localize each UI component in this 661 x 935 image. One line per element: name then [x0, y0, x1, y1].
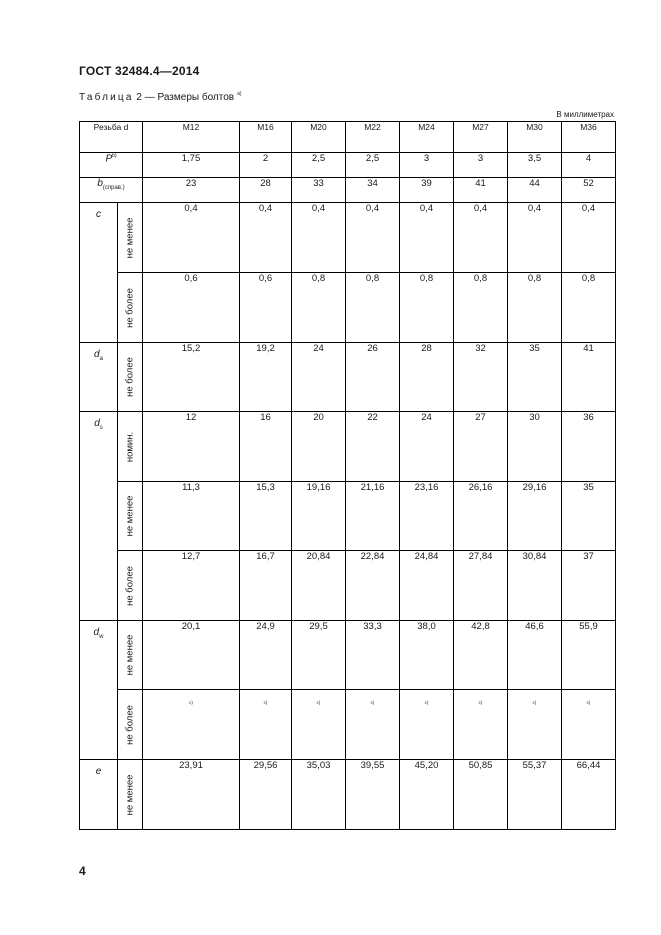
qualifier-cell: не менее: [118, 482, 143, 551]
table-cell: 0,8: [508, 273, 562, 343]
table-cell: 35: [508, 343, 562, 412]
table-cell: 20,1: [143, 621, 240, 690]
table-cell: 0,4: [292, 203, 346, 273]
table-cell: 32: [454, 343, 508, 412]
dw-label: $d_w$: [80, 621, 118, 760]
document-code: ГОСТ 32484.4—2014: [79, 64, 200, 78]
table-cell: 36: [562, 412, 616, 482]
size-cell: M27: [454, 122, 508, 153]
ds-label: $d_s$: [80, 412, 118, 621]
e-min-row: [80, 760, 616, 830]
table-cell: 23,16: [400, 482, 454, 551]
c-max-row: [80, 273, 616, 343]
size-cell: M12: [143, 122, 240, 153]
table-cell: 27: [454, 412, 508, 482]
qualifier-cell: не менее: [118, 621, 143, 690]
pitch-label: $P^{b)}$: [80, 153, 143, 178]
table-cell: 23: [143, 178, 240, 203]
table-cell: 30: [508, 412, 562, 482]
ds-max-row: [80, 551, 616, 621]
page-number: 4: [79, 864, 86, 878]
table-cell: 52: [562, 178, 616, 203]
dw-min-row: [80, 621, 616, 690]
table-cell: 34: [346, 178, 400, 203]
table-cell: 20,84: [292, 551, 346, 621]
table-cell: 0,4: [508, 203, 562, 273]
table-cell: 4: [562, 153, 616, 178]
table-cell: 21,16: [346, 482, 400, 551]
table-cell: 41: [454, 178, 508, 203]
qualifier-cell: не менее: [118, 203, 143, 273]
table-cell: 19,16: [292, 482, 346, 551]
qualifier-cell: не более: [118, 273, 143, 343]
table-cell: 0,4: [454, 203, 508, 273]
table-cell: 16: [240, 412, 292, 482]
thread-length-label: $b_{(справ.)}$: [80, 178, 143, 203]
size-cell: M22: [346, 122, 400, 153]
table-cell: 37: [562, 551, 616, 621]
table-cell: 0,6: [240, 273, 292, 343]
c-label: c: [80, 203, 118, 343]
table-cell: 0,8: [562, 273, 616, 343]
table-cell: 29,5: [292, 621, 346, 690]
caption-word: Таблица: [79, 92, 134, 103]
table-cell: 45,20: [400, 760, 454, 830]
table-cell: 2: [240, 153, 292, 178]
table-cell: 12,7: [143, 551, 240, 621]
footnote-mark: c): [346, 690, 400, 760]
size-cell: M20: [292, 122, 346, 153]
size-cell: M16: [240, 122, 292, 153]
table-cell: 0,8: [400, 273, 454, 343]
table-cell: 15,2: [143, 343, 240, 412]
footnote-mark: c): [400, 690, 454, 760]
table-cell: 19,2: [240, 343, 292, 412]
table-cell: 16,7: [240, 551, 292, 621]
footnote-mark: c): [562, 690, 616, 760]
table-cell: 24,9: [240, 621, 292, 690]
table-cell: 0,4: [143, 203, 240, 273]
table-cell: 0,6: [143, 273, 240, 343]
table-cell: 0,8: [346, 273, 400, 343]
footnote-mark: c): [454, 690, 508, 760]
table-cell: 0,4: [346, 203, 400, 273]
table-cell: 15,3: [240, 482, 292, 551]
table-cell: 24: [292, 343, 346, 412]
table-cell: 3: [454, 153, 508, 178]
footnote-mark: c): [240, 690, 292, 760]
table-cell: 0,8: [292, 273, 346, 343]
table-cell: 26,16: [454, 482, 508, 551]
thread-length-row: [80, 178, 616, 203]
dw-max-row: [80, 690, 616, 760]
table-cell: 12: [143, 412, 240, 482]
table-cell: 50,85: [454, 760, 508, 830]
table-cell: 39,55: [346, 760, 400, 830]
table-cell: 24: [400, 412, 454, 482]
table-cell: 28: [400, 343, 454, 412]
qualifier-cell: номин.: [118, 412, 143, 482]
table-cell: 42,8: [454, 621, 508, 690]
table-cell: 24,84: [400, 551, 454, 621]
table-cell: 11,3: [143, 482, 240, 551]
header-row: [80, 122, 616, 153]
caption-footnote-mark: a): [237, 91, 242, 97]
pitch-row: [80, 153, 616, 178]
table-cell: 44: [508, 178, 562, 203]
thread-label: Резьба d: [80, 122, 143, 153]
table-cell: 38,0: [400, 621, 454, 690]
table-cell: 22: [346, 412, 400, 482]
table-cell: 46,6: [508, 621, 562, 690]
table-cell: 0,4: [562, 203, 616, 273]
table-cell: 20: [292, 412, 346, 482]
footnote-mark: c): [508, 690, 562, 760]
table-cell: 35,03: [292, 760, 346, 830]
size-cell: M24: [400, 122, 454, 153]
qualifier-cell: не более: [118, 690, 143, 760]
table-cell: 1,75: [143, 153, 240, 178]
units-note: В миллиметрах: [556, 110, 614, 119]
table-cell: 33,3: [346, 621, 400, 690]
table-caption: [79, 91, 242, 103]
table-cell: 22,84: [346, 551, 400, 621]
table-cell: 28: [240, 178, 292, 203]
footnote-mark: c): [143, 690, 240, 760]
c-min-row: [80, 203, 616, 273]
table-cell: 0,4: [400, 203, 454, 273]
table-cell: 30,84: [508, 551, 562, 621]
table-cell: 27,84: [454, 551, 508, 621]
table-cell: 3,5: [508, 153, 562, 178]
size-cell: M30: [508, 122, 562, 153]
table-cell: 2,5: [346, 153, 400, 178]
qualifier-cell: не более: [118, 551, 143, 621]
table-cell: 39: [400, 178, 454, 203]
size-cell: M36: [562, 122, 616, 153]
table-cell: 66,44: [562, 760, 616, 830]
table-cell: 35: [562, 482, 616, 551]
ds-min-row: [80, 482, 616, 551]
table-cell: 2,5: [292, 153, 346, 178]
da-label: $d_a$: [80, 343, 118, 412]
bolt-dimensions-table: [79, 121, 616, 830]
table-cell: 3: [400, 153, 454, 178]
qualifier-cell: не менее: [118, 760, 143, 830]
table-cell: 41: [562, 343, 616, 412]
table-cell: 26: [346, 343, 400, 412]
caption-text: 2 — Размеры болтов: [136, 92, 235, 103]
footnote-mark: c): [292, 690, 346, 760]
e-label: e: [80, 760, 118, 830]
table-cell: 0,8: [454, 273, 508, 343]
da-max-row: [80, 343, 616, 412]
table-cell: 55,9: [562, 621, 616, 690]
table-cell: 29,16: [508, 482, 562, 551]
table-cell: 33: [292, 178, 346, 203]
table-cell: 0,4: [240, 203, 292, 273]
table-cell: 23,91: [143, 760, 240, 830]
qualifier-cell: не более: [118, 343, 143, 412]
table-cell: 29,56: [240, 760, 292, 830]
table-cell: 55,37: [508, 760, 562, 830]
ds-nom-row: [80, 412, 616, 482]
